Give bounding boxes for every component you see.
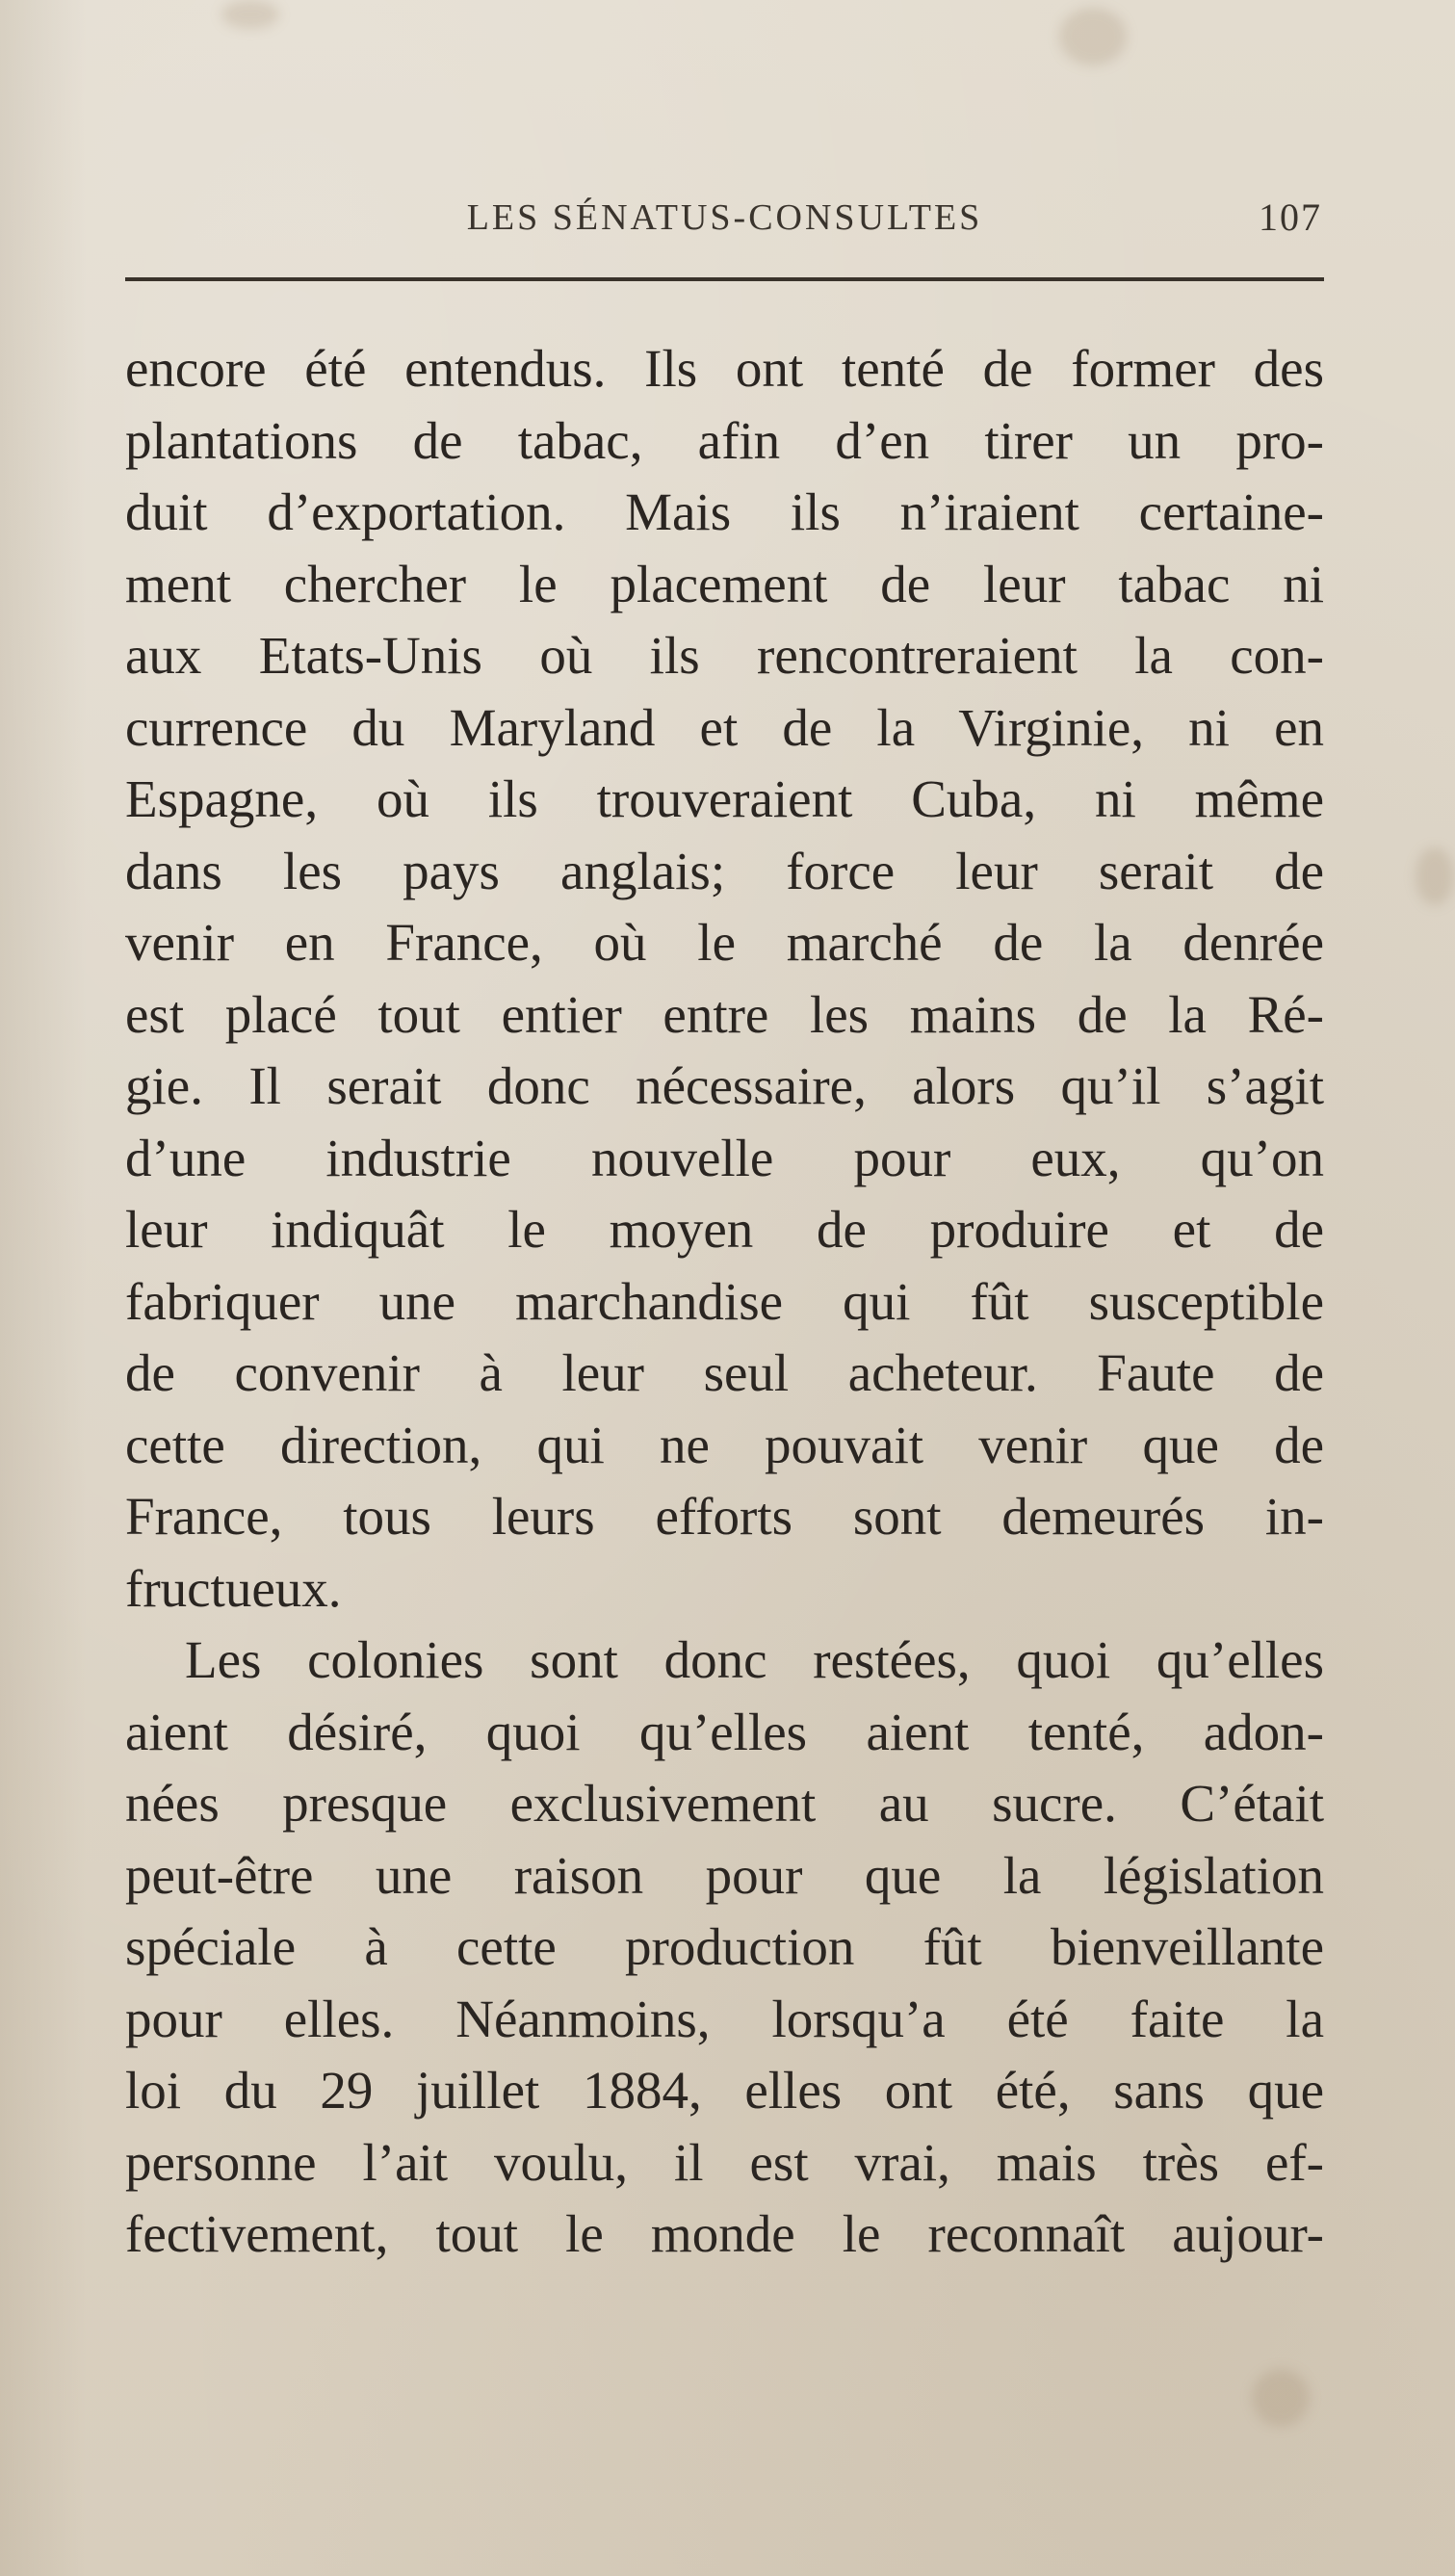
- header-rule: [125, 277, 1324, 281]
- text-line: d’une industrie nouvelle pour eux, qu’on: [125, 1128, 1324, 1187]
- page-number: 107: [1259, 195, 1322, 239]
- body-text: [125, 333, 1324, 2271]
- text-line: fabriquer une marchandise qui fût susceptible: [125, 1271, 1324, 1331]
- running-header: [125, 189, 1324, 247]
- text-line: de convenir à leur seul acheteur. Faute de: [125, 1343, 1324, 1402]
- text-line: leur indiquât le moyen de produire et de: [125, 1200, 1324, 1259]
- text-line: loi du 29 juillet 1884, elles ont été, sans que: [125, 2061, 1324, 2120]
- page-edge-shadow: [0, 0, 87, 2576]
- paper-stain: [1252, 2369, 1310, 2427]
- text-line: venir en France, où le marché de la denrée: [125, 913, 1324, 972]
- text-line: personne l’ait voulu, il est vrai, mais très ef-: [125, 2132, 1324, 2192]
- text-line: dans les pays anglais; force leur serait de: [125, 841, 1324, 900]
- text-line: gie. Il serait donc nécessaire, alors qu’il s’agit: [125, 1056, 1324, 1115]
- text-line: est placé tout entier entre les mains de la Ré-: [125, 984, 1324, 1044]
- text-line-paragraph-end: fructueux.: [125, 1558, 342, 1618]
- text-line: Espagne, où ils trouveraient Cuba, ni même: [125, 769, 1324, 828]
- text-line: cette direction, qui ne pouvait venir que de: [125, 1415, 1324, 1474]
- paper-stain: [1059, 8, 1127, 65]
- paper-stain: [221, 0, 279, 29]
- text-line: encore été entendus. Ils ont tenté de former des: [125, 339, 1324, 398]
- text-line: duit d’exportation. Mais ils n’iraient certaine-: [125, 482, 1324, 541]
- text-line: plantations de tabac, afin d’en tirer un pro-: [125, 410, 1324, 470]
- text-line: peut-être une raison pour que la législation: [125, 1845, 1324, 1905]
- paper-stain: [1416, 847, 1454, 905]
- text-line: nées presque exclusivement au sucre. C’était: [125, 1774, 1324, 1833]
- text-line: ment chercher le placement de leur tabac ni: [125, 554, 1324, 613]
- text-line-paragraph-start: Les colonies sont donc restées, quoi qu’elles: [185, 1630, 1324, 1689]
- text-line: fectivement, tout le monde le reconnaît aujour-: [125, 2204, 1324, 2263]
- text-line: pour elles. Néanmoins, lorsqu’a été faite la: [125, 1989, 1324, 2048]
- text-line: spéciale à cette production fût bienveillante: [125, 1917, 1324, 1976]
- text-line: currence du Maryland et de la Virginie, ni en: [125, 697, 1324, 757]
- text-line: aux Etats-Unis où ils rencontreraient la con-: [125, 626, 1324, 685]
- running-title: LES SÉNATUS-CONSULTES: [466, 197, 983, 238]
- text-line: France, tous leurs efforts sont demeurés in-: [125, 1487, 1324, 1546]
- text-line: aient désiré, quoi qu’elles aient tenté, adon-: [125, 1702, 1324, 1761]
